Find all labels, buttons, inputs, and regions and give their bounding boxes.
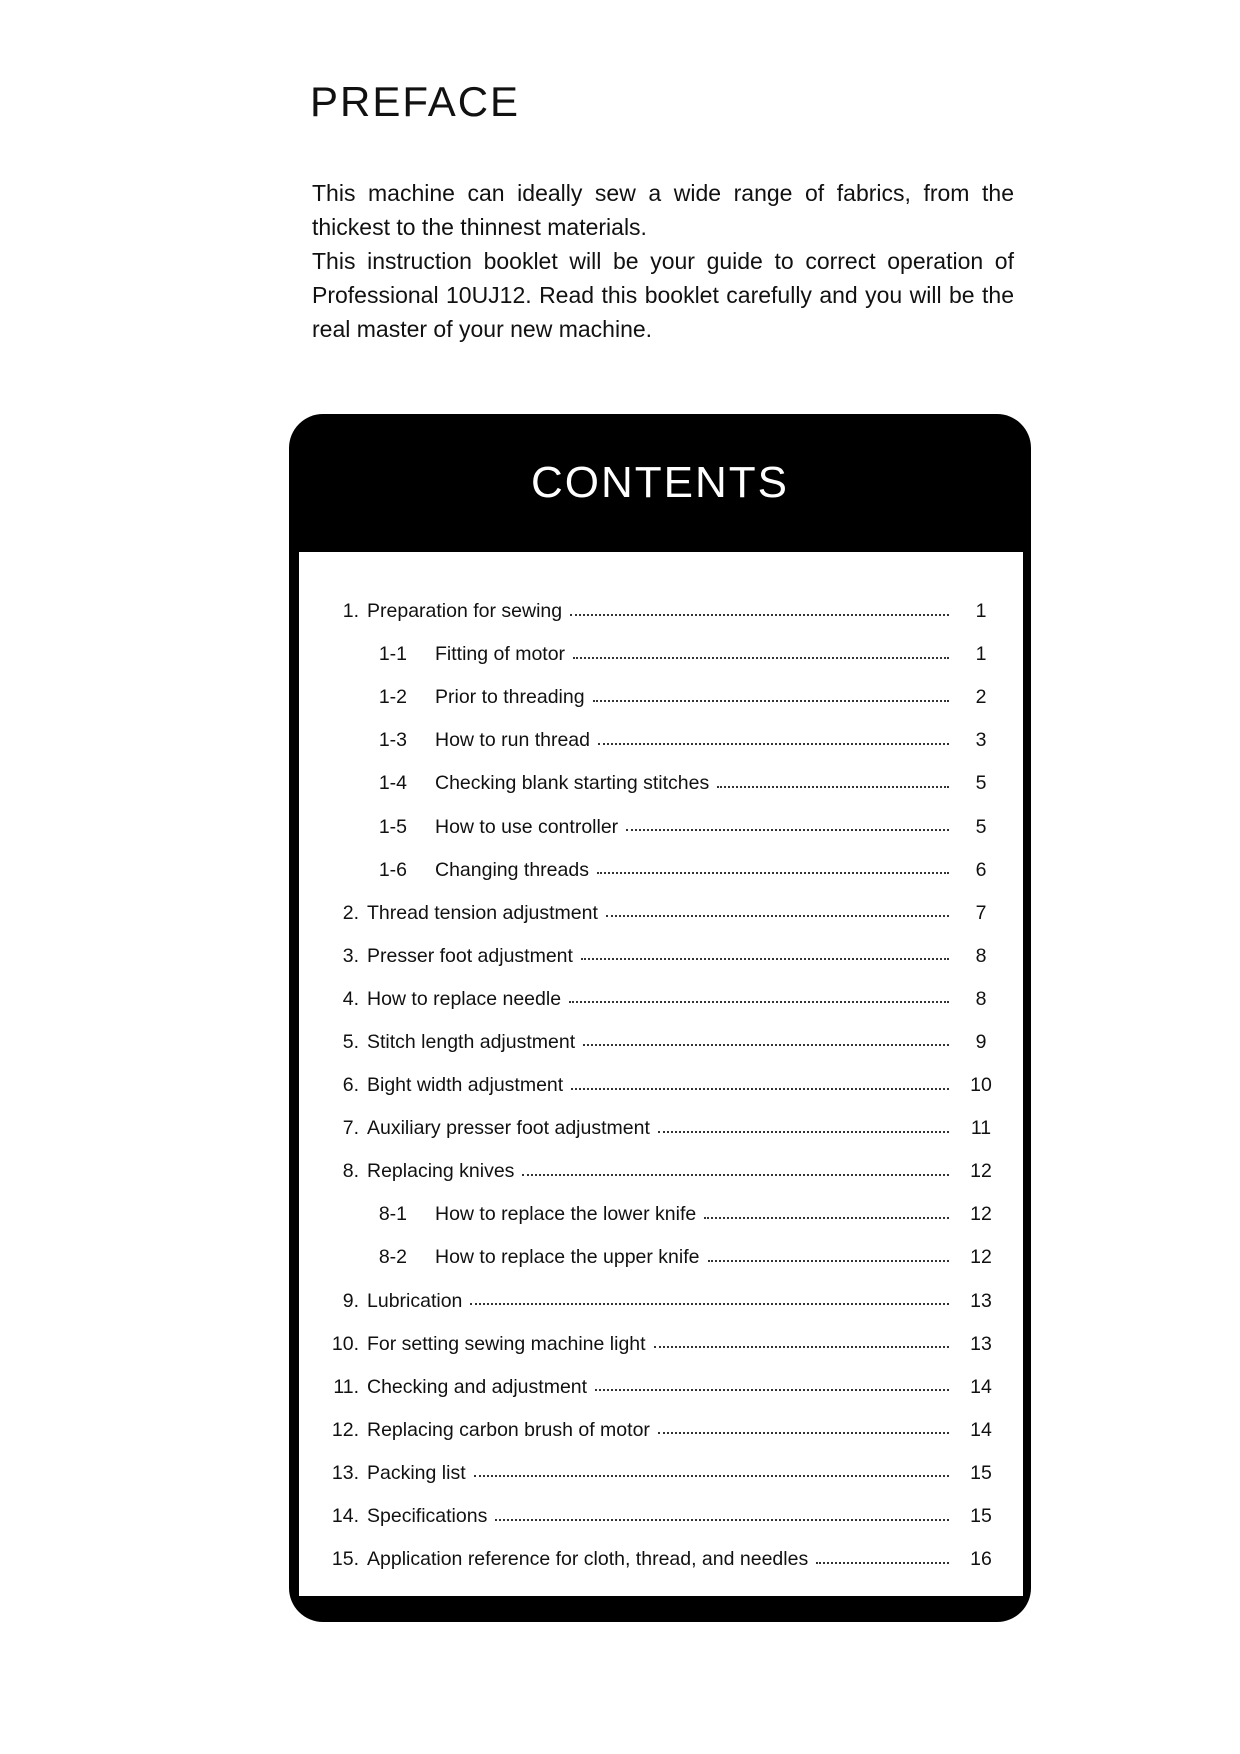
dot-leader [583,1044,949,1046]
toc-entry [299,1495,1023,1538]
toc-entry-label: Fitting of motor [435,643,566,666]
toc-entry-number: 11. [333,1375,359,1398]
toc-entry [299,978,1023,1021]
toc-entry [299,1150,1023,1193]
toc-entry-page: 14 [970,1418,992,1441]
toc-entry-label: Replacing carbon brush of motor [367,1418,650,1441]
dot-leader [626,829,949,831]
toc-entry-page: 2 [975,686,987,709]
toc-entry [299,1064,1023,1107]
preface-paragraph: This instruction booklet will be your guide to correct operation of Professional 10UJ12. Read this booklet carefully and you will be the real master of your new machine. [312,248,1014,342]
toc-entry [299,1538,1023,1581]
dot-leader [571,1088,949,1090]
toc-entry-number: 7. [342,1117,359,1140]
toc-entry [299,1409,1023,1452]
toc-entry-number: 1-1 [378,643,407,666]
toc-entry-label: How to run thread [435,729,591,752]
dot-leader [495,1519,949,1521]
toc-entry-number: 12. [331,1418,359,1441]
toc-entry-page: 12 [970,1246,992,1269]
dot-leader [704,1217,949,1219]
dot-leader [595,1389,949,1391]
contents-box [289,414,1031,1622]
toc-entry-number: 1. [342,600,359,623]
toc-entry-number: 15. [331,1548,359,1571]
toc-entry [299,590,1023,633]
toc-entry-page: 16 [970,1548,992,1571]
dot-leader [598,743,949,745]
toc-entry-page: 5 [975,772,987,795]
toc-entry [299,1366,1023,1409]
contents-title: CONTENTS [531,458,789,507]
toc-entry-number: 5. [342,1030,359,1053]
toc-entry-number: 2. [342,901,359,924]
dot-leader [654,1346,949,1348]
dot-leader [593,700,949,702]
toc-entry-page: 10 [970,1074,992,1097]
toc-entry-page: 8 [975,944,987,967]
dot-leader [474,1475,949,1477]
toc-entry-page: 1 [975,600,987,623]
toc-entry-page: 12 [970,1160,992,1183]
dot-leader [658,1432,949,1434]
toc-entry [299,1107,1023,1150]
toc-entry-page: 13 [970,1332,992,1355]
dot-leader [816,1562,949,1564]
toc-entry-number: 3. [342,944,359,967]
preface-body [312,176,1014,346]
toc-entry-number: 4. [342,987,359,1010]
toc-entry [299,676,1023,719]
toc-entry [299,1236,1023,1279]
toc-entry [299,805,1023,848]
toc-entry-label: How to replace needle [367,987,562,1010]
table-of-contents [299,590,1023,1581]
toc-entry [299,1021,1023,1064]
toc-entry-number: 6. [342,1074,359,1097]
toc-entry-number: 14. [331,1505,359,1528]
toc-entry-number: 1-2 [378,686,407,709]
dot-leader [597,872,949,874]
toc-entry-page: 5 [975,815,987,838]
dot-leader [569,1001,949,1003]
toc-entry-label: Packing list [367,1461,466,1484]
toc-entry-label: Lubrication [367,1289,463,1312]
toc-entry [299,1452,1023,1495]
toc-entry-page: 11 [970,1117,992,1140]
toc-entry-number: 1-3 [378,729,407,752]
toc-entry [299,633,1023,676]
toc-entry [299,1193,1023,1236]
dot-leader [717,786,949,788]
toc-entry-page: 14 [970,1375,992,1398]
toc-entry [299,892,1023,935]
toc-entry-label: Checking and adjustment [367,1375,588,1398]
toc-entry-page: 15 [970,1461,992,1484]
dot-leader [573,657,949,659]
toc-entry-page: 7 [975,901,987,924]
toc-entry-label: Replacing knives [367,1160,515,1183]
toc-entry-label: Specifications [367,1505,488,1528]
toc-entry-label: How to replace the upper knife [435,1246,700,1269]
toc-entry-page: 1 [975,643,987,666]
toc-entry-label: Presser foot adjustment [367,944,573,967]
toc-entry-label: Stitch length adjustment [367,1030,576,1053]
dot-leader [570,614,949,616]
toc-entry-number: 8. [342,1160,359,1183]
dot-leader [606,915,949,917]
preface-paragraph: This machine can ideally sew a wide range of fabrics, from the thickest to the thinnest materials. [312,180,1014,240]
contents-header [289,414,1031,552]
dot-leader [470,1303,949,1305]
toc-entry-number: 10. [331,1332,359,1355]
toc-entry-label: Bight width adjustment [367,1074,564,1097]
toc-entry-label: Application reference for cloth, thread, and needles [367,1548,809,1571]
toc-entry-page: 12 [970,1203,992,1226]
toc-entry-page: 13 [970,1289,992,1312]
contents-panel [299,552,1023,1596]
toc-entry-label: Preparation for sewing [367,600,563,623]
toc-entry-number: 1-4 [378,772,407,795]
preface-title: PREFACE [310,78,521,125]
toc-entry-number: 13. [331,1461,359,1484]
toc-entry-label: How to replace the lower knife [435,1203,697,1226]
dot-leader [581,958,949,960]
toc-entry-page: 6 [975,858,987,881]
toc-entry [299,762,1023,805]
toc-entry-page: 3 [975,729,987,752]
dot-leader [708,1260,950,1262]
toc-entry [299,849,1023,892]
toc-entry-page: 15 [970,1505,992,1528]
dot-leader [522,1174,949,1176]
toc-entry-number: 1-6 [378,858,407,881]
toc-entry-page: 9 [975,1030,987,1053]
toc-entry-number: 8-2 [378,1246,407,1269]
toc-entry-label: Auxiliary presser foot adjustment [367,1117,650,1140]
dot-leader [658,1131,949,1133]
toc-entry-number: 1-5 [378,815,407,838]
toc-entry [299,1280,1023,1323]
toc-entry-page: 8 [975,987,987,1010]
toc-entry-label: Prior to threading [435,686,585,709]
toc-entry [299,935,1023,978]
toc-entry-label: For setting sewing machine light [367,1332,646,1355]
toc-entry-label: Checking blank starting stitches [435,772,710,795]
toc-entry-label: Thread tension adjustment [367,901,598,924]
toc-entry-number: 8-1 [378,1203,407,1226]
toc-entry-number: 9. [342,1289,359,1312]
toc-entry [299,719,1023,762]
toc-entry-label: How to use controller [435,815,619,838]
toc-entry [299,1323,1023,1366]
toc-entry-label: Changing threads [435,858,589,881]
